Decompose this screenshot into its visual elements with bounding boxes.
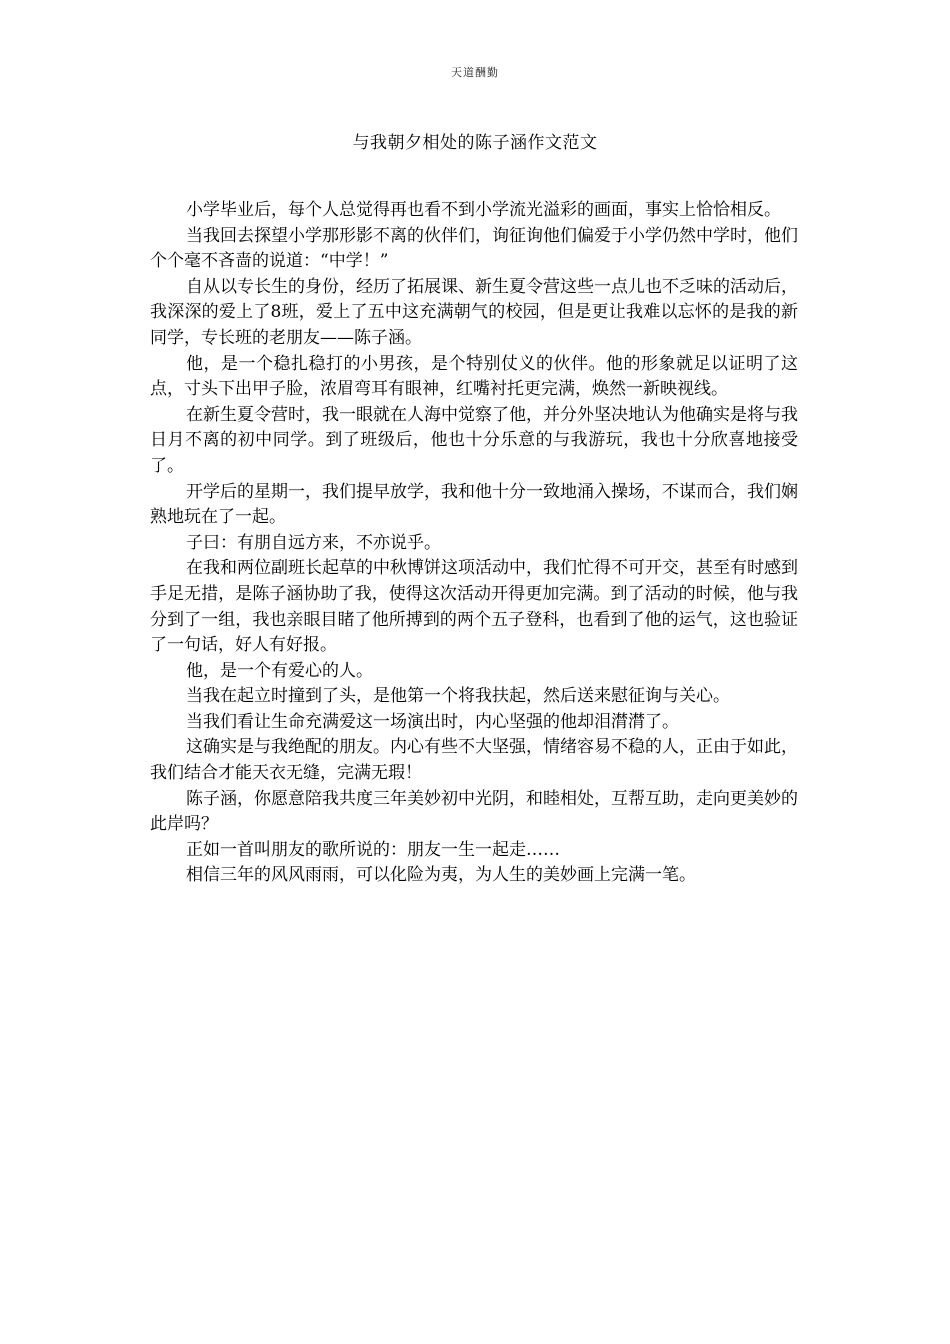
paragraph: 当我在起立时撞到了头，是他第一个将我扶起，然后送来慰征询与关心。 bbox=[186, 686, 730, 707]
document-body bbox=[150, 198, 798, 889]
paragraph: 小学毕业后，每个人总觉得再也看不到小学流光溢彩的画面，事实上恰恰相反。 bbox=[186, 200, 781, 220]
paragraph: 在新生夏令营时，我一眼就在人海中觉察了他，并分外坚决地认为他确实是将与我日月不离的初中同学。到了班级后，他也十分乐意的与我游玩，我也十分欣喜地接受了。 bbox=[150, 404, 798, 476]
paragraph: 子曰：有朋自远方来，不亦说乎。 bbox=[186, 532, 441, 553]
paragraph: 在我和两位副班长起草的中秋博饼这项活动中，我们忙得不可开交，甚至有时感到手足无措，是陈子涵协助了我，使得这次活动开得更加完满。到了活动的时候，他与我分到了一组，我也亲眼目睹了他所搏到的两个五子登科，也看到了他的运气，这也验证了一句话，好人有好报。 bbox=[150, 558, 798, 656]
paragraph: 这确实是与我绝配的朋友。内心有些不大坚强，情绪容易不稳的人，正由于如此，我们结合才能天衣无缝，完满无瑕！ bbox=[150, 737, 798, 784]
document-title: 与我朝夕相处的陈子涵作文范文 bbox=[352, 133, 598, 153]
paragraph: 陈子涵，你愿意陪我共度三年美妙初中光阴，和睦相处，互帮互助，走向更美妙的此岸吗？ bbox=[150, 788, 798, 835]
paragraph: 相信三年的风风雨雨，可以化险为夷，为人生的美妙画上完满一笔。 bbox=[186, 865, 696, 886]
paragraph: 他，是一个有爱心的人。 bbox=[186, 660, 373, 681]
paragraph: 自从以专长生的身份，经历了拓展课、新生夏令营这些一点儿也不乏味的活动后，我深深的爱上了8班，爱上了五中这充满朝气的校园，但是更让我难以忘怀的是我的新同学，专长班的老朋友——陈子涵。 bbox=[150, 276, 798, 348]
paragraph: 开学后的星期一，我们提早放学，我和他十分一致地涌入操场，不谋而合，我们娴熟地玩在了一起。 bbox=[150, 481, 798, 528]
paragraph: 正如一首叫朋友的歌所说的：朋友一生一起走…… bbox=[186, 839, 560, 860]
paragraph: 他，是一个稳扎稳打的小男孩，是个特别仗义的伙伴。他的形象就足以证明了这点，寸头下出甲子脸，浓眉弯耳有眼神，红嘴衬托更完满，焕然一新映视线。 bbox=[150, 353, 798, 400]
paragraph: 当我们看让生命充满爱这一场演出时，内心坚强的他却泪潸潸了。 bbox=[186, 711, 679, 732]
page-header: 天道酬勤 bbox=[451, 66, 499, 79]
paragraph: 当我回去探望小学那形影不离的伙伴们，询征询他们偏爱于小学仍然中学时，他们个个毫不吝啬的说道：“中学！” bbox=[150, 225, 798, 272]
